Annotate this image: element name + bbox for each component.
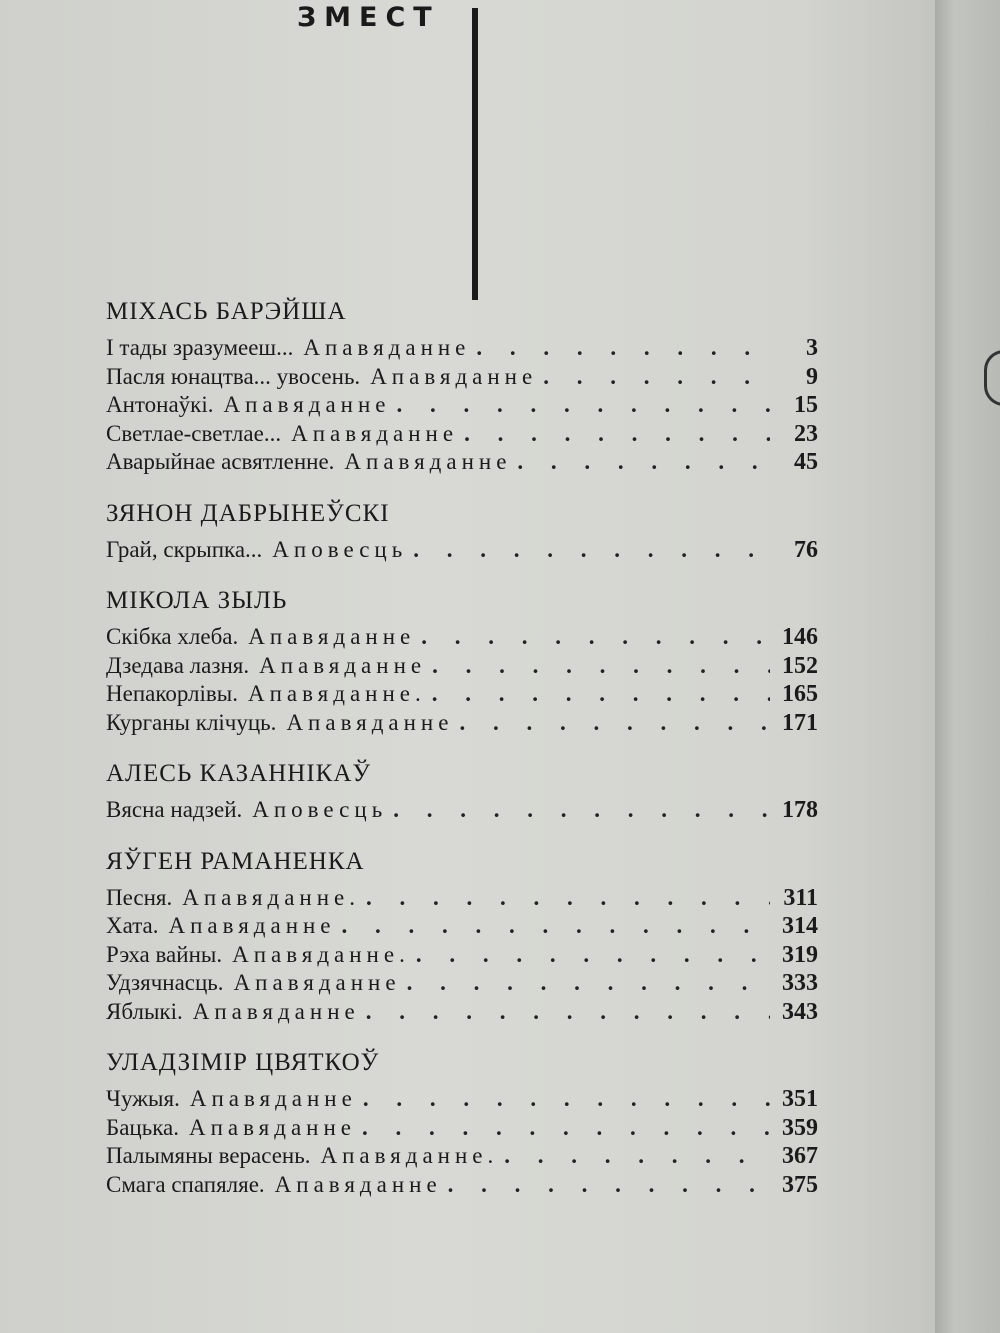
entry-kind: Апавяданне — [192, 998, 360, 1024]
entry-title: Рэха вайны. — [106, 941, 223, 967]
entry-list — [106, 884, 818, 1027]
page-number: 3 — [806, 335, 818, 361]
entry-title: Хата. — [106, 913, 159, 938]
entry-list — [106, 1085, 818, 1199]
dot-leader — [363, 1085, 770, 1114]
page-title: ЗМЕСТ — [297, 2, 440, 33]
entry-title: Антонаўкі. — [106, 392, 214, 417]
author-name: АЛЕСЬ КАЗАННІКАЎ — [106, 760, 372, 787]
entry-title: Бацька. — [106, 1114, 179, 1140]
page-number: 359 — [782, 1114, 818, 1141]
toc-section — [106, 297, 818, 477]
entry-title: Песня. — [106, 884, 173, 910]
dot-leader — [366, 998, 770, 1027]
table-of-contents — [106, 297, 818, 1221]
page-number: 333 — [782, 970, 818, 996]
entry-title: Курганы клічуць. — [106, 709, 277, 735]
toc-entry — [106, 652, 818, 681]
entry-kind: Апавяданне — [189, 1086, 357, 1111]
author-name: МІХАСЬ БАРЭЙША — [106, 298, 347, 325]
entry-title: Чужыя. — [106, 1086, 180, 1111]
dot-leader — [459, 709, 770, 738]
entry-kind: Апавяданне. — [232, 941, 410, 967]
toc-entry — [106, 709, 818, 738]
page-number: 9 — [806, 363, 818, 390]
entry-title: Вясна надзей. — [106, 797, 243, 822]
page-number: 45 — [794, 449, 818, 475]
page-number: 178 — [782, 797, 818, 823]
page-number: 375 — [782, 1171, 818, 1198]
toc-section — [106, 586, 818, 737]
dot-leader — [407, 969, 770, 998]
entry-title: Скібка хлеба. — [106, 624, 239, 649]
vertical-rule — [472, 8, 478, 300]
page-number: 15 — [794, 392, 818, 418]
entry-kind: Аповесць — [272, 536, 408, 562]
toc-section — [106, 759, 818, 825]
toc-entry — [106, 912, 818, 941]
dot-leader — [416, 941, 770, 970]
entry-list — [106, 796, 818, 825]
page-number: 367 — [782, 1143, 818, 1169]
author-name: ЯЎГЕН РАМАНЕНКА — [106, 847, 365, 875]
page-number: 165 — [782, 681, 818, 707]
page-number: 152 — [782, 652, 818, 679]
entry-title: Пасля юнацтва... увосень. — [106, 363, 361, 389]
toc-section — [106, 499, 818, 565]
dot-leader — [464, 420, 770, 449]
page-number: 311 — [783, 884, 818, 911]
page-number: 343 — [782, 998, 818, 1025]
author-name: ЗЯНОН ДАБРЫНЕЎСКІ — [106, 499, 390, 527]
dot-leader — [413, 536, 770, 565]
page-number: 76 — [794, 536, 818, 563]
dot-leader — [476, 334, 770, 363]
toc-entry — [106, 884, 818, 913]
entry-title: Грай, скрыпка... — [106, 536, 263, 562]
entry-kind: Апавяданне. — [320, 1143, 499, 1168]
toc-entry — [106, 1085, 818, 1114]
page-number: 23 — [794, 420, 818, 447]
entry-title: Удзячнасць. — [106, 970, 224, 995]
dot-leader — [342, 912, 770, 941]
toc-entry — [106, 796, 818, 825]
toc-entry — [106, 391, 818, 420]
dot-leader — [362, 1114, 770, 1143]
entry-title: Дзедава лазня. — [106, 652, 250, 678]
toc-entry — [106, 363, 818, 392]
author-name: УЛАДЗІМІР ЦВЯТКОЎ — [106, 1049, 380, 1076]
entry-kind: Апавяданне — [248, 624, 416, 649]
entry-kind: Апавяданне — [370, 363, 538, 389]
entry-title: Палымяны верасень. — [106, 1143, 311, 1168]
entry-kind: Апавяданне — [344, 449, 512, 474]
dot-leader — [543, 363, 770, 392]
dot-leader — [504, 1142, 770, 1171]
toc-entry — [106, 680, 818, 709]
page-number: 171 — [782, 709, 818, 736]
entry-list — [106, 623, 818, 737]
dot-leader — [421, 623, 770, 652]
toc-section — [106, 1048, 818, 1199]
dot-leader — [517, 448, 770, 477]
toc-section — [106, 847, 818, 1027]
toc-entry — [106, 420, 818, 449]
entry-kind: Апавяданне — [189, 1114, 356, 1140]
dot-leader — [432, 652, 770, 681]
dot-leader — [432, 680, 770, 709]
entry-kind: Апавяданне — [168, 913, 336, 938]
dot-leader — [448, 1171, 770, 1200]
toc-entry — [106, 1142, 818, 1171]
entry-kind: Апавяданне. — [182, 884, 360, 910]
dot-leader — [397, 391, 771, 420]
entry-list — [106, 334, 818, 477]
entry-title: Светлае-светлае... — [106, 420, 282, 446]
entry-kind: Апавяданне — [274, 1171, 442, 1197]
entry-title: Яблыкі. — [106, 998, 183, 1024]
toc-entry — [106, 998, 818, 1027]
entry-kind: Апавяданне — [223, 392, 391, 417]
page-number: 319 — [782, 941, 818, 968]
toc-entry — [106, 1171, 818, 1200]
author-name: МІКОЛА ЗЫЛЬ — [106, 587, 288, 614]
toc-entry — [106, 1114, 818, 1143]
toc-entry — [106, 623, 818, 652]
toc-entry — [106, 334, 818, 363]
entry-list — [106, 536, 818, 565]
entry-title: І тады зразумееш... — [106, 335, 294, 360]
page-number: 146 — [782, 624, 818, 650]
page-number: 314 — [782, 913, 818, 939]
entry-kind: Аповесць — [252, 797, 388, 822]
toc-entry — [106, 941, 818, 970]
entry-kind: Апавяданне — [233, 970, 401, 995]
toc-entry — [106, 969, 818, 998]
entry-kind: Апавяданне — [303, 335, 471, 360]
entry-kind: Апавяданне — [291, 420, 459, 446]
dot-leader — [393, 796, 770, 825]
entry-kind: Апавяданне — [286, 709, 454, 735]
toc-entry — [106, 536, 818, 565]
dot-leader — [366, 884, 770, 913]
entry-kind: Апавяданне — [259, 652, 427, 678]
page-number: 351 — [782, 1086, 818, 1112]
adjacent-page-edge — [935, 0, 1000, 1333]
entry-title: Непакорлівы. — [106, 681, 238, 706]
entry-title: Смага спапяляе. — [106, 1171, 265, 1197]
toc-entry — [106, 448, 818, 477]
entry-title: Аварыйнае асвятленне. — [106, 449, 335, 474]
entry-kind: Апавяданне. — [247, 681, 426, 706]
